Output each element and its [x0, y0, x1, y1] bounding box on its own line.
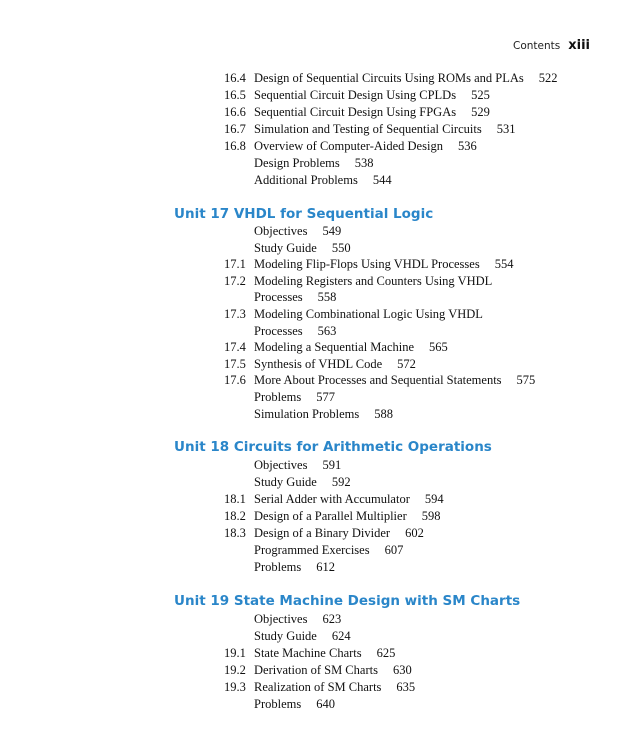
entry-page-number: 612	[316, 560, 335, 574]
toc-entry	[0, 121, 638, 138]
entry-title: Objectives	[254, 224, 308, 238]
entry-title: Programmed Exercises	[254, 543, 370, 557]
entry-title-group	[254, 372, 535, 389]
entry-page-number: 594	[424, 492, 444, 506]
entry-title: Problems	[254, 697, 302, 711]
toc-entry	[0, 356, 638, 373]
toc-entry	[0, 559, 638, 576]
entry-title: Study Guide	[254, 475, 317, 489]
entry-title-group	[254, 406, 393, 423]
entry-page-number: 554	[494, 257, 514, 272]
entry-page-number: 522	[538, 71, 558, 85]
entry-title-group	[254, 696, 335, 713]
toc-entry	[0, 508, 638, 525]
entry-title-group	[254, 121, 515, 138]
entry-title-group	[254, 339, 448, 356]
toc-entry	[0, 223, 638, 240]
entry-title-group	[254, 155, 374, 172]
entry-number: 17.3	[224, 307, 246, 321]
entry-title-group	[254, 323, 336, 340]
entry-title: Processes	[254, 323, 303, 338]
toc-entry	[0, 457, 638, 474]
toc-entry	[0, 240, 638, 257]
toc-entry	[0, 138, 638, 155]
toc-entry	[0, 628, 638, 645]
entry-title-group	[254, 611, 341, 628]
entry-title-group	[254, 508, 441, 525]
entry-title: Objectives	[254, 458, 308, 472]
unit-19-heading: Unit 19 State Machine Design with SM Charts	[174, 593, 521, 609]
toc-entry	[0, 155, 638, 172]
entry-title-group	[254, 70, 558, 87]
entry-page-number: 625	[376, 646, 396, 660]
entry-title: Modeling a Sequential Machine	[254, 340, 415, 355]
entry-number: 19.1	[224, 646, 246, 660]
entry-title: State Machine Charts	[254, 646, 362, 660]
entry-title: Problems	[254, 390, 302, 404]
toc-entry	[0, 323, 638, 340]
entry-number: 17.6	[224, 373, 246, 388]
entry-title: Objectives	[254, 612, 308, 626]
entry-page-number: 602	[405, 526, 424, 540]
entry-number: 19.3	[224, 680, 246, 694]
entry-number: 17.4	[224, 340, 246, 355]
entry-number: 18.1	[224, 492, 246, 506]
entry-page-number: 577	[316, 390, 335, 404]
entry-number: 18.2	[224, 509, 246, 523]
running-head-page-number: xiii	[568, 38, 590, 53]
entry-title: Problems	[254, 560, 302, 574]
entry-number: 18.3	[224, 526, 246, 540]
entry-title: Study Guide	[254, 629, 317, 643]
toc-entry	[0, 273, 638, 290]
entry-page-number: 592	[331, 475, 351, 489]
entry-page-number: 630	[392, 663, 412, 677]
entry-number: 16.5	[224, 88, 246, 102]
entry-number: 17.5	[224, 356, 246, 371]
entry-page-number: 575	[516, 373, 536, 388]
entry-number: 16.4	[224, 71, 246, 85]
entry-page-number: 550	[331, 240, 351, 255]
entry-page-number: 607	[384, 543, 404, 557]
entry-title-group	[254, 138, 477, 155]
toc-entry	[0, 662, 638, 679]
entry-title-group	[254, 457, 341, 474]
entry-number: 19.2	[224, 663, 246, 677]
entry-title-group	[254, 256, 513, 273]
entry-title: Processes	[254, 290, 303, 305]
entry-title-group	[254, 356, 416, 373]
entry-title-group	[254, 273, 507, 290]
toc-entry	[0, 172, 638, 189]
unit-18-heading: Unit 18 Circuits for Arithmetic Operations	[174, 439, 492, 455]
entry-page-number: 538	[354, 156, 374, 170]
entry-title: Design of a Binary Divider	[254, 526, 391, 540]
running-head-label: Contents	[513, 40, 561, 52]
entry-title: Serial Adder with Accumulator	[254, 492, 410, 506]
entry-title: Additional Problems	[254, 173, 358, 187]
entry-title: Modeling Flip-Flops Using VHDL Processes	[254, 257, 480, 272]
entry-page-number: 549	[322, 224, 342, 238]
entry-page-number: 598	[421, 509, 441, 523]
entry-title-group	[254, 289, 336, 306]
entry-page-number: 635	[396, 680, 416, 694]
entry-title-group	[254, 389, 335, 406]
entry-title: Overview of Computer-Aided Design	[254, 139, 443, 153]
entry-title: Sequential Circuit Design Using FPGAs	[254, 105, 457, 119]
toc-entry	[0, 104, 638, 121]
entry-page-number: 531	[496, 122, 516, 136]
entry-number: 16.8	[224, 139, 246, 153]
entry-number: 17.2	[224, 273, 246, 288]
entry-title-group	[254, 491, 444, 508]
entry-title: Design of a Parallel Multiplier	[254, 509, 407, 523]
entry-title-group	[254, 240, 351, 257]
entry-title: Simulation Problems	[254, 406, 360, 421]
entry-title: Synthesis of VHDL Code	[254, 356, 383, 371]
entry-title-group	[254, 645, 395, 662]
entry-title-group	[254, 306, 498, 323]
toc-entry	[0, 289, 638, 306]
entry-page-number: 563	[317, 323, 337, 338]
toc-entry	[0, 542, 638, 559]
entry-page-number: 640	[316, 697, 335, 711]
entry-number: 17.1	[224, 257, 246, 272]
entry-title: Modeling Registers and Counters Using VHDL	[254, 273, 493, 288]
entry-number: 16.7	[224, 122, 246, 136]
entry-title: Simulation and Testing of Sequential Circuits	[254, 122, 482, 136]
entry-title-group	[254, 87, 490, 104]
entry-page-number: 623	[322, 612, 342, 626]
entry-title-group	[254, 223, 341, 240]
entry-title-group	[254, 474, 351, 491]
entry-title: Modeling Combinational Logic Using VHDL	[254, 307, 483, 321]
entry-page-number: 591	[322, 458, 342, 472]
unit-17-heading: Unit 17 VHDL for Sequential Logic	[174, 206, 434, 222]
entry-page-number: 529	[471, 105, 490, 119]
entry-page-number: 588	[374, 406, 393, 421]
entry-title: Study Guide	[254, 240, 317, 255]
toc-entry	[0, 256, 638, 273]
entry-title-group	[254, 559, 335, 576]
toc-entry	[0, 525, 638, 542]
entry-page-number: 544	[372, 173, 392, 187]
entry-title: Design Problems	[254, 156, 340, 170]
toc-entry	[0, 87, 638, 104]
toc-entry	[0, 474, 638, 491]
entry-title: Derivation of SM Charts	[254, 663, 378, 677]
toc-entry	[0, 679, 638, 696]
entry-title-group	[254, 628, 351, 645]
toc-entry	[0, 70, 638, 87]
entry-title-group	[254, 662, 412, 679]
entry-title-group	[254, 104, 490, 121]
toc-entry	[0, 491, 638, 508]
entry-title: More About Processes and Sequential Statements	[254, 373, 502, 388]
entry-page-number: 624	[331, 629, 351, 643]
toc-entry	[0, 339, 638, 356]
toc-entry	[0, 306, 638, 323]
entry-page-number: 525	[471, 88, 490, 102]
entry-title-group	[254, 679, 415, 696]
entry-title-group	[254, 172, 392, 189]
entry-page-number: 565	[429, 340, 448, 355]
entry-title: Design of Sequential Circuits Using ROMs and PLAs	[254, 71, 524, 85]
toc-entry	[0, 645, 638, 662]
entry-title-group	[254, 542, 403, 559]
toc-entry	[0, 611, 638, 628]
toc-entry	[0, 389, 638, 406]
toc-entry	[0, 696, 638, 713]
entry-title: Realization of SM Charts	[254, 680, 382, 694]
entry-title: Sequential Circuit Design Using CPLDs	[254, 88, 457, 102]
entry-page-number: 572	[397, 356, 416, 371]
entry-page-number: 536	[457, 139, 477, 153]
entry-page-number: 558	[317, 290, 337, 305]
entry-number: 16.6	[224, 105, 246, 119]
entry-title-group	[254, 525, 424, 542]
toc-entry	[0, 406, 638, 423]
toc-entry	[0, 372, 638, 389]
